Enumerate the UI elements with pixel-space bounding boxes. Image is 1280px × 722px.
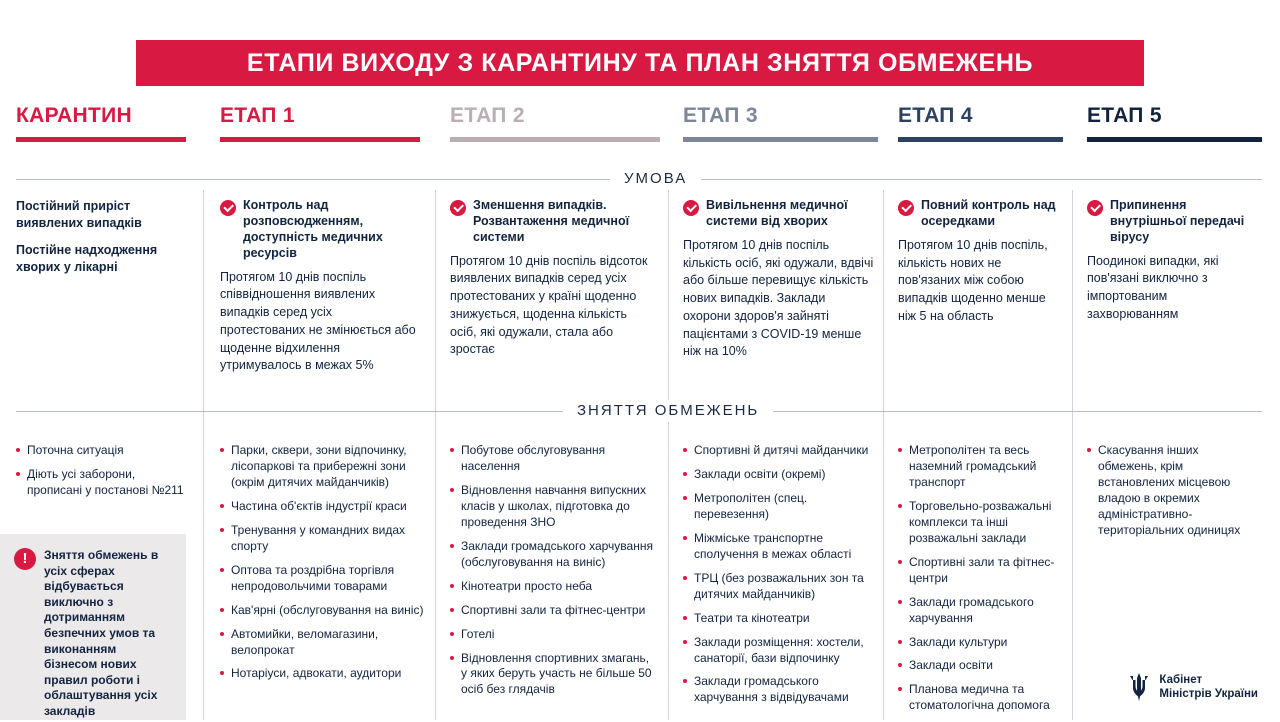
condition-title: Контроль над розповсюдженням, доступність медичних ресурсів bbox=[243, 198, 383, 260]
list-item: Тренування у командних видах спорту bbox=[220, 523, 425, 555]
tryzub-icon bbox=[1128, 672, 1150, 702]
lifting-list-stage-5 bbox=[1087, 443, 1259, 547]
list-item: Театри та кінотеатри bbox=[683, 611, 875, 627]
column-heading: ЕТАП 1 bbox=[220, 104, 295, 127]
list-item: Спортивні зали та фітнес-центри bbox=[450, 603, 658, 619]
list-item: Діють усі заборони, прописані у постанові №211 bbox=[16, 467, 192, 499]
column-rule bbox=[16, 137, 186, 142]
lifting-list-stage-1 bbox=[220, 443, 425, 690]
list-item: Автомийки, веломагазини, велопрокат bbox=[220, 627, 425, 659]
list-item: Скасування інших обмежень, крім встановлених місцевою владою в окремих адміністративно-територіальних одиницях bbox=[1087, 443, 1259, 539]
lifting-list-quarantine bbox=[16, 443, 192, 507]
warning-box bbox=[0, 534, 186, 720]
column-stage-1 bbox=[220, 104, 420, 142]
list-item: Заклади громадського харчування bbox=[898, 595, 1063, 627]
condition-title: Вивільнення медичної системи від хворих bbox=[706, 198, 848, 228]
logo-text bbox=[1159, 673, 1258, 702]
list-item: Парки, сквери, зони відпочинку, лісопаркові та прибережні зони (окрім дитячих майданчиків) bbox=[220, 443, 425, 491]
column-stage-4 bbox=[898, 104, 1063, 142]
condition-body: Протягом 10 днів поспіль, кількість нових не пов'язаних між собою випадків щоденно менше ніж 5 на область bbox=[898, 237, 1048, 323]
page-title-bar bbox=[136, 40, 1144, 86]
list-item: Оптова та роздрібна торгівля непродовольчими товарами bbox=[220, 563, 425, 595]
list-item: Метрополітен та весь наземний громадський транспорт bbox=[898, 443, 1063, 491]
quarantine-condition-item: Постійний приріст виявлених випадків bbox=[16, 199, 142, 230]
column-heading: ЕТАП 4 bbox=[898, 104, 973, 127]
condition-stage-2 bbox=[450, 198, 650, 359]
logo-line-2: Міністрів України bbox=[1159, 688, 1258, 700]
column-stage-2 bbox=[450, 104, 660, 142]
quarantine-condition-item: Постійне надходження хворих у лікарні bbox=[16, 242, 158, 274]
quarantine-conditions bbox=[16, 198, 192, 286]
list-item: Кав'ярні (обслуговування на виніс) bbox=[220, 603, 425, 619]
band-label-lifting: ЗНЯТТЯ ОБМЕЖЕНЬ bbox=[563, 400, 773, 422]
list-item: Відновлення спортивних змагань, у яких беруть участь не більше 50 осіб без глядачів bbox=[450, 651, 658, 699]
condition-body: Протягом 10 днів поспіль відсоток виявлених випадків серед усіх протестованих у країні щоденно знижується, щоденна кількість осіб, які одужали, стала або зростає bbox=[450, 253, 648, 357]
check-icon bbox=[898, 200, 914, 216]
condition-title: Повний контроль над осередками bbox=[921, 198, 1056, 228]
list-item: Побутове обслуговування населення bbox=[450, 443, 658, 475]
list-item: Поточна ситуація bbox=[16, 443, 192, 459]
check-icon bbox=[683, 200, 699, 216]
list-item: Спортивні зали та фітнес-центри bbox=[898, 555, 1063, 587]
list-item: ТРЦ (без розважальних зон та дитячих майданчиків) bbox=[683, 571, 875, 603]
list-item: Кінотеатри просто неба bbox=[450, 579, 658, 595]
condition-body: Поодинокі випадки, які пов'язані виключно з імпортованим захворюванням bbox=[1087, 253, 1219, 321]
condition-stage-5 bbox=[1087, 198, 1257, 324]
list-item: Готелі bbox=[450, 627, 658, 643]
column-rule bbox=[898, 137, 1063, 142]
condition-stage-3 bbox=[683, 198, 875, 361]
column-heading: ЕТАП 3 bbox=[683, 104, 758, 127]
column-rule bbox=[450, 137, 660, 142]
list-item: Заклади розміщення: хостели, санаторії, бази відпочинку bbox=[683, 635, 875, 667]
list-item: Заклади культури bbox=[898, 635, 1063, 651]
list-item: Заклади громадського харчування (обслуговування на виніс) bbox=[450, 539, 658, 571]
column-heading: КАРАНТИН bbox=[16, 104, 132, 127]
lifting-list-stage-2 bbox=[450, 443, 658, 706]
page-title: ЕТАПИ ВИХОДУ З КАРАНТИНУ ТА ПЛАН ЗНЯТТЯ ОБМЕЖЕНЬ bbox=[246, 48, 1034, 77]
logo-line-1: Кабінет bbox=[1159, 673, 1203, 686]
lifting-list-stage-4 bbox=[898, 443, 1063, 722]
condition-title: Припинення внутрішньої передачі вірусу bbox=[1110, 198, 1245, 244]
list-item: Метрополітен (спец. перевезення) bbox=[683, 491, 875, 523]
column-divider bbox=[668, 190, 669, 720]
list-item: Торговельно-розважальні комплекси та інші розважальні заклади bbox=[898, 499, 1063, 547]
list-item: Нотаріуси, адвокати, аудитори bbox=[220, 666, 425, 682]
column-quarantine bbox=[16, 104, 186, 142]
band-label-condition: УМОВА bbox=[610, 168, 701, 190]
list-item: Заклади освіти (окремі) bbox=[683, 467, 875, 483]
exclamation-icon: ! bbox=[14, 548, 36, 570]
condition-body: Протягом 10 днів поспіль кількість осіб, які одужали, вдвічі або більше перевищує кількість нових випадків. Заклади охорони здоров'я зайняті пацієнтами з COVID-19 менше ніж на 10% bbox=[683, 237, 874, 359]
column-divider bbox=[435, 190, 436, 720]
list-item: Планова медична та стоматологічна допомога bbox=[898, 682, 1063, 714]
list-item: Заклади громадського харчування з відвідувачами bbox=[683, 674, 875, 706]
column-rule bbox=[220, 137, 420, 142]
warning-text: Зняття обмежень в усіх сферах відбувається виключно з дотриманням безпечних умов та виконанням бізнесом нових правил роботи і облаштування усіх закладів bbox=[44, 548, 159, 718]
lifting-list-stage-3 bbox=[683, 443, 875, 714]
condition-body: Протягом 10 днів поспіль співвідношення виявлених випадків серед усіх протестованих не змінюється або щоденне відхилення утримувалось в межах 5% bbox=[220, 269, 416, 373]
check-icon bbox=[1087, 200, 1103, 216]
list-item: Спортивні й дитячі майданчики bbox=[683, 443, 875, 459]
column-divider bbox=[203, 190, 204, 720]
column-heading: ЕТАП 5 bbox=[1087, 104, 1162, 127]
condition-title: Зменшення випадків. Розвантаження медичної системи bbox=[473, 198, 630, 244]
column-divider bbox=[883, 190, 884, 720]
column-rule bbox=[1087, 137, 1262, 142]
column-stage-3 bbox=[683, 104, 878, 142]
list-item: Заклади освіти bbox=[898, 658, 1063, 674]
column-rule bbox=[683, 137, 878, 142]
condition-stage-4 bbox=[898, 198, 1063, 326]
column-stage-5 bbox=[1087, 104, 1262, 142]
government-logo bbox=[1128, 672, 1258, 702]
list-item: Міжміське транспортне сполучення в межах області bbox=[683, 531, 875, 563]
check-icon bbox=[450, 200, 466, 216]
column-heading: ЕТАП 2 bbox=[450, 104, 525, 127]
list-item: Частина об'єктів індустрії краси bbox=[220, 499, 425, 515]
list-item: Відновлення навчання випускних класів у школах, підготовка до проведення ЗНО bbox=[450, 483, 658, 531]
column-divider bbox=[1072, 190, 1073, 720]
condition-stage-1 bbox=[220, 198, 416, 375]
check-icon bbox=[220, 200, 236, 216]
